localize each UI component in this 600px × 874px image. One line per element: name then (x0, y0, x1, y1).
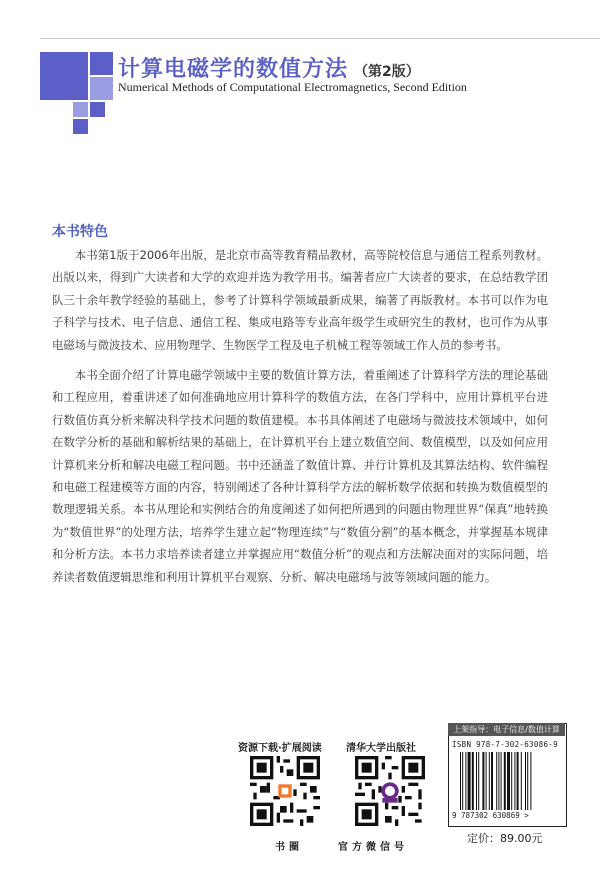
top-rule (40, 38, 600, 39)
book-title (118, 52, 420, 83)
features-paragraph-2: 本书全面介绍了计算电磁学领域中主要的数值计算方法，着重阐述了计算科学方法的理论基础和工程应用，着重讲述了如何准确地应用计算科学的数值方法，在各门学科中，应用计算机平台进行数值仿真分析来解决科学技术问题的数值建模。本书具体阐述了电磁场与微波技术领域中，如何在数学分析的基础和解析结果的基础上，在计算机平台上建立数值空间、数值模型，以及如何应用计算机来分析和解决电磁工程问题。书中还涵盖了数值计算、并行计算机及其算法结构、软件编程和电磁工程建模等方面的内容，特别阐述了各种计算科学方法的解析数学依据和转换为数值模型的数理逻辑关系。本书从理论和实例结合的角度阐述了如何把所遇到的问题由物理世界“保真”地转换为“数值世界”的处理方法，培养学生建立起“物理连续”与“数值分割”的基本概念，并掌握基本规律和分析方法。本书力求培养读者建立并掌握应用“数值分析”的观点和方法解决面对的实际问题，培养读者数值逻辑思维和利用计算机平台观察、分析、解决电磁场与波等领域问题的能力。 (52, 368, 548, 584)
title-chinese: 计算电磁学的数值方法 (118, 57, 349, 82)
isbn-digits: 9 787302 630869 > (452, 811, 529, 820)
features-paragraph-1: 本书第1版于2006年出版，是北京市高等教育精品教材，高等院校信息与通信工程系列教材。出版以来，得到广大读者和大学的欢迎并选为教学用书。编著者应广大读者的要求，在总结教学团队三十余年教学经验的基础上，参考了计算科学领域最新成果，编著了再版教材。本书可以作为电子科学与技术、电子信息、通信工程、集成电路等专业高年级学生或研究生的教材，也可作为从事电磁场与微波技术、应用物理学、生物医学工程及电子机械工程等领域工作人员的参考书。 (52, 248, 548, 352)
price: 定价：89.00元 (467, 832, 543, 845)
isbn-barcode (460, 752, 558, 810)
qr-right-label: 官方微信号 (338, 842, 408, 853)
qr-left-label: 书圈 (275, 842, 303, 853)
title-english: Numerical Methods of Computational Electromagnetics, Second Edition (118, 80, 467, 94)
qr-left-caption: 资源下载·扩展阅读 (238, 743, 322, 754)
features-body (52, 244, 548, 596)
qr-code-wechat[interactable] (355, 756, 425, 826)
qr-code-resources[interactable] (250, 756, 320, 826)
qr-right-caption: 清华大学出版社 (346, 743, 416, 754)
shelf-guidance: 上架指导：电子信息/数值计算 (448, 723, 565, 736)
title-edition: （第2版） (354, 64, 420, 80)
features-heading: 本书特色 (52, 224, 108, 240)
isbn-text: ISBN 978-7-302-63086-9 (452, 740, 558, 749)
